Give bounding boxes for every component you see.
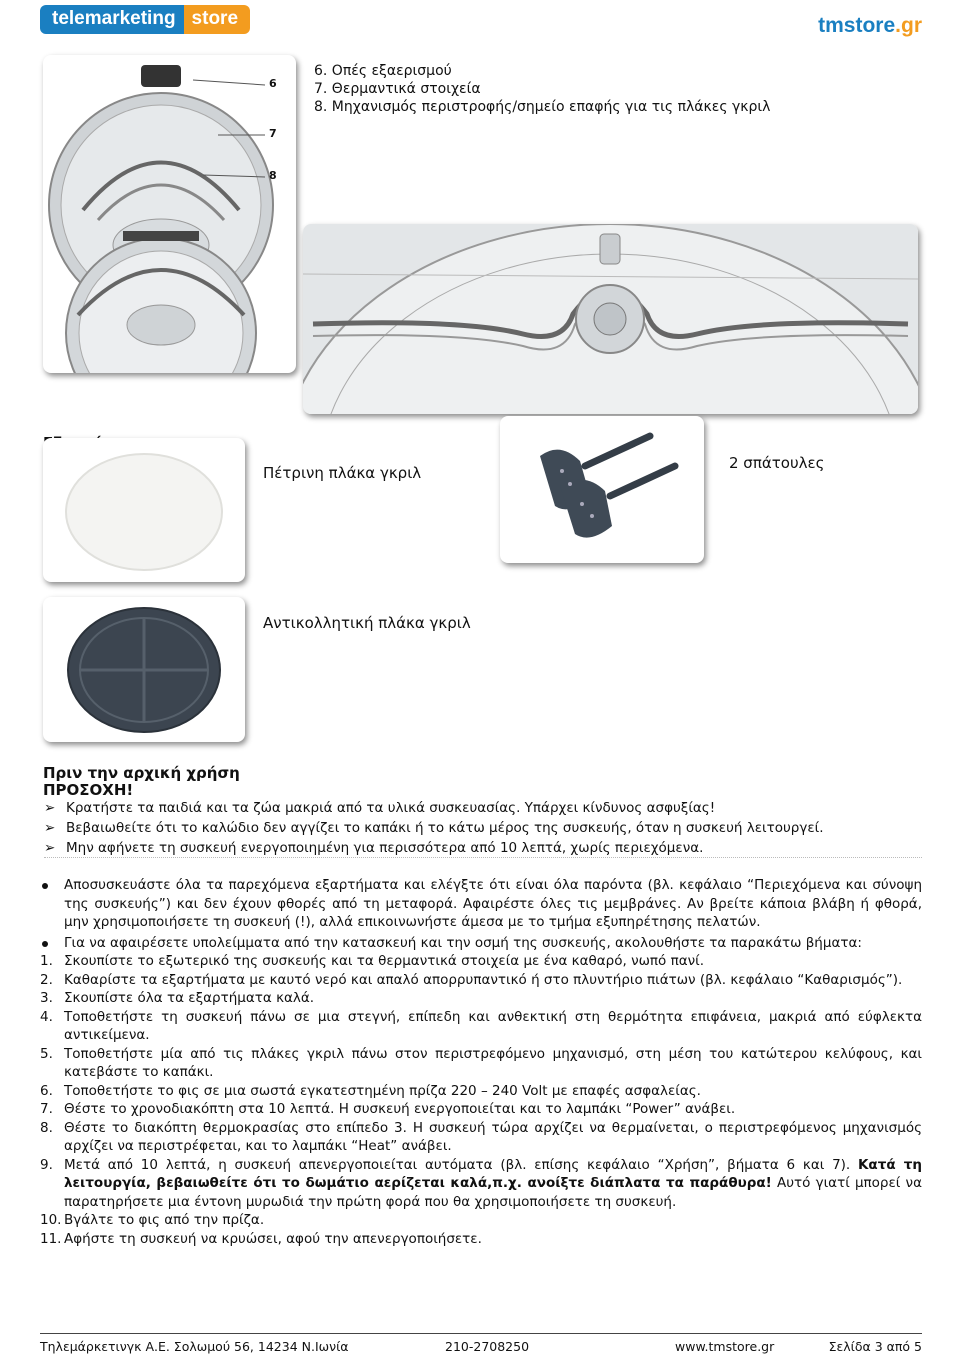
step-item: 5. Τοποθετήστε μία από τις πλάκες γκριλ πάνω στον περιστρεφόμενο μηχανισμό, στη μέση του κατώτερου κελύφους, και κατεβάστε το καπάκι. — [40, 1045, 922, 1080]
step-item: 2. Καθαρίστε τα εξαρτήματα με καυτό νερό και απαλό απορρυπαντικό ή στο πλυντήριο πιάτων (βλ. κεφάλαιο “Καθαρισμός”). — [40, 971, 903, 988]
appliance-open-image — [43, 55, 296, 373]
step-item: 7. Θέστε το χρονοδιακόπτη στα 10 λεπτά. Η συσκευή ενεργοποιείται και το λαμπάκι “Power” ανάβει. — [40, 1101, 736, 1117]
spatulas-image — [500, 416, 704, 563]
stone-plate-image — [43, 438, 245, 582]
bullet-item: Για να αφαιρέσετε υπολείμματα από την κατασκευή και την οσμή της συσκευής, ακολουθήστε τα παρακάτω βήματα: — [40, 934, 922, 953]
step-item: 3. Σκουπίστε όλα τα εξαρτήματα καλά. — [40, 990, 315, 1006]
logo-text-gr: .gr — [895, 14, 922, 37]
spatulas-photo — [500, 416, 704, 563]
part-8: 8. Μηχανισμός περιστροφής/σημείο επαφής για τις πλάκες γκριλ — [314, 99, 771, 115]
nonstick-plate-image — [43, 597, 245, 742]
arrow-icon: ➢ — [44, 800, 56, 816]
arrow-icon: ➢ — [44, 840, 56, 856]
warning-heading: ΠΡΟΣΟΧΗ! — [43, 781, 134, 799]
stone-plate-photo — [43, 438, 245, 582]
callout-7: 7 — [269, 127, 277, 140]
part-7: 7. Θερμαντικά στοιχεία — [314, 81, 481, 97]
arrow-icon: ➢ — [44, 820, 56, 836]
tmstore-logo — [818, 14, 922, 38]
step-item: 10. Βγάλτε το φις από την πρίζα. — [40, 1212, 265, 1228]
step-item: 6. Τοποθετήστε το φις σε μια σωστά εγκατεστημένη πρίζα 220 – 240 Volt με επαφές ασφαλείας. — [40, 1082, 701, 1099]
bullet-icon — [42, 941, 48, 947]
telemarketing-store-logo — [40, 4, 250, 34]
callout-6: 6 — [269, 77, 277, 90]
warning-item: ➢ Μην αφήνετε τη συσκευή ενεργοποιημένη για περισσότερα από 10 λεπτά, χωρίς περιεχόμενα. — [44, 840, 704, 856]
page-footer — [40, 1333, 922, 1354]
footer-page-number: Σελίδα 3 από 5 — [828, 1339, 922, 1354]
step-item: 9. Μετά από 10 λεπτά, η συσκευή απενεργοποιείται αυτόματα (βλ. επίσης κεφάλαιο “Χρήση”, βήματα 6 και 7). Κατά τη λειτουργία, βεβαιωθείτε ότι το δωμάτιο αερίζεται καλά,π.χ. ανοίξτε διάπλατα τα παράθυρα! Αυτό γιατί μπορεί να παρατηρήσετε μια έντονη μυρωδιά την πρώτη φορά που θα χρησιμοποιήσετε τη συσκευή. — [40, 1156, 922, 1210]
logo-text-tmstore: tmstore — [818, 14, 896, 37]
step-item: 11. Αφήστε τη συσκευή να κρυώσει, αφού την απενεργοποιήσετε. — [40, 1230, 482, 1247]
step-item: 8. Θέστε το διακόπτη θερμοκρασίας στο επίπεδο 3. Η συσκευή τώρα αρχίζει να θερμαίνεται, ο περιστρεφόμενος μηχανισμός αρχίζει να περιστρέφεται, και το λαμπάκι “Heat” ανάβει. — [40, 1119, 922, 1154]
spatulas-caption: 2 σπάτουλες — [729, 454, 825, 472]
instructions-list — [40, 876, 922, 1248]
bullet-item: Αποσυσκευάστε όλα τα παρεχόμενα εξαρτήματα και ελέγξτε ότι είναι όλα παρόντα (βλ. κεφάλαιο “Περιεχόμενα και σύνοψη της συσκευής”) και δεν έχουν φθορές από τη μεταφορά. Αφαιρέστε όλες τις μεμβράνες. Αν βρείτε κάποια βλάβη ή φθορά, μην χρησιμοποιήσετε τη συσκευή (!), αλλά επικοινωνήστε άμεσα με το τμήμα εξυπηρέτησης πελατών. — [40, 876, 922, 932]
warning-list — [44, 798, 924, 858]
warning-item: ➢ Κρατήστε τα παιδιά και τα ζώα μακριά από τα υλικά συσκευασίας. Υπάρχει κίνδυνος ασφυξίας! — [44, 800, 716, 816]
parts-list — [314, 62, 770, 116]
logo-text-store: store — [184, 5, 250, 34]
callout-8: 8 — [269, 169, 277, 182]
footer-phone: 210-2708250 — [445, 1339, 530, 1354]
footer-website[interactable]: www.tmstore.gr — [675, 1339, 775, 1354]
appliance-open-photo — [43, 55, 296, 373]
bullet-icon — [42, 883, 48, 889]
step-item: 4. Τοποθετήστε τη συσκευή πάνω σε μια στεγνή, επίπεδη και ανθεκτική στη θερμότητα επιφάνεια, μακριά από εύφλεκτα αντικείμενα. — [40, 1008, 922, 1043]
footer-company: Τηλεμάρκετινγκ Α.Ε. Σολωμού 56, 14234 Ν.Ιωνία — [40, 1339, 349, 1354]
ventilation-warning: Κατά τη λειτουργία, βεβαιωθείτε ότι το δωμάτιο αερίζεται καλά,π.χ. ανοίξτε διάπλατα τα παράθυρα! — [64, 1156, 922, 1191]
stone-plate-caption: Πέτρινη πλάκα γκριλ — [263, 464, 422, 482]
nonstick-plate-photo — [43, 597, 245, 742]
warning-item: ➢ Βεβαιωθείτε ότι το καλώδιο δεν αγγίζει το καπάκι ή το κάτω μέρος της συσκευής, όταν η συσκευή λειτουργεί. — [44, 820, 824, 836]
before-use-title: Πριν την αρχική χρήση — [43, 764, 240, 782]
dotted-separator — [44, 857, 922, 858]
step-item: 1. Σκουπίστε το εξωτερικό της συσκευής και τα θερμαντικά στοιχεία με ένα καθαρό, νωπό πανί. — [40, 953, 705, 969]
rotation-mechanism-photo — [303, 224, 918, 414]
nonstick-plate-caption: Αντικολλητική πλάκα γκριλ — [263, 614, 471, 632]
rotation-mechanism-image — [303, 224, 918, 414]
logo-text-telemarketing: telemarketing — [40, 5, 184, 34]
part-6: 6. Οπές εξαερισμού — [314, 63, 452, 79]
